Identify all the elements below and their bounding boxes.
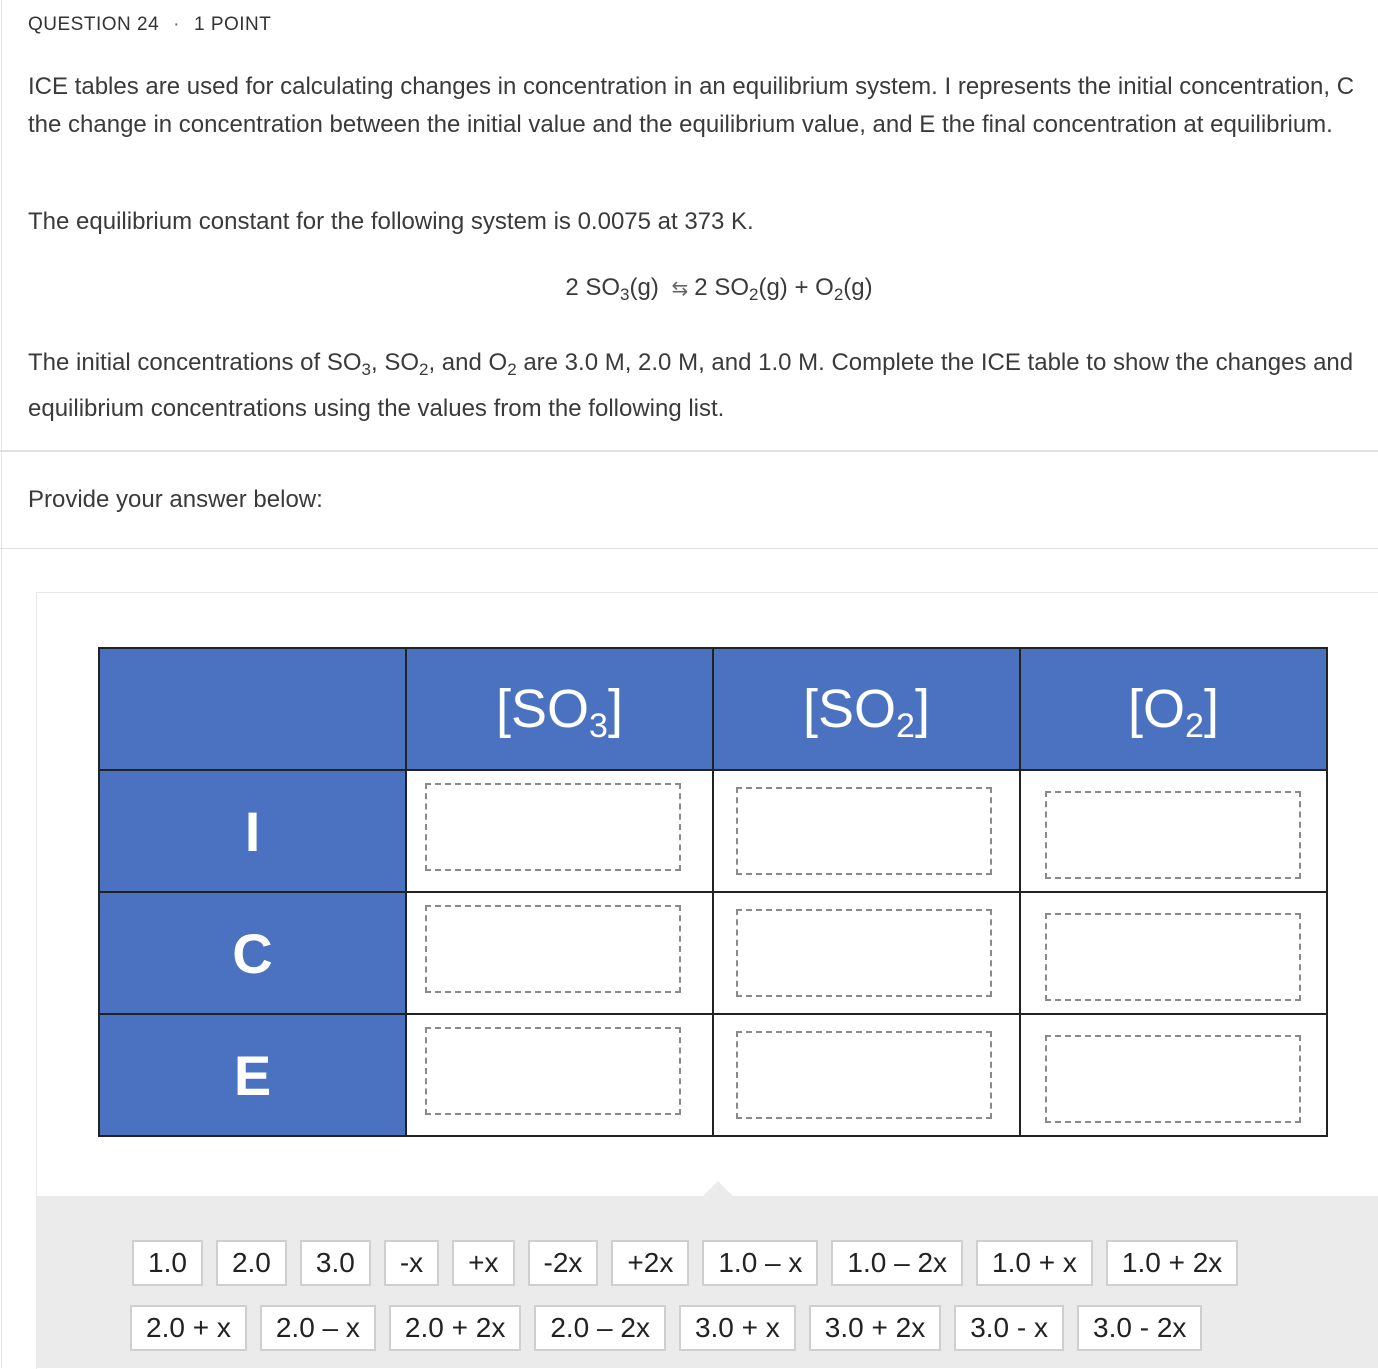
answer-tile[interactable]: 3.0 + x [679,1305,796,1351]
ice-cell [406,892,713,1014]
left-rule [1,0,2,1368]
col-so3-sub: 3 [589,707,608,745]
ice-corner-cell [99,648,406,770]
question-number: QUESTION 24 [28,14,160,35]
equilibrium-arrow-icon: ⇆ [671,278,689,300]
answer-tile[interactable]: +x [452,1240,514,1286]
reaction-equation [0,274,1378,302]
drop-zone-e-so3[interactable] [425,1027,681,1115]
answer-label: Provide your answer below: [28,486,323,513]
p3-part1: The initial concentrations of SO [28,349,362,376]
answer-tile[interactable]: 3.0 - 2x [1077,1305,1202,1351]
col-header-o2 [1020,648,1327,770]
answer-tile[interactable]: -x [384,1240,439,1286]
ice-cell [406,770,713,892]
answer-tile[interactable]: 2.0 + x [130,1305,247,1351]
drop-zone-e-o2[interactable] [1045,1035,1301,1123]
answer-tile[interactable]: 3.0 [300,1240,371,1286]
answer-tile[interactable]: 2.0 – x [260,1305,376,1351]
ice-table [98,647,1328,1137]
ice-cell [713,892,1020,1014]
row-header-c: C [99,892,406,1014]
ice-row-change [99,892,1327,1014]
prompt-paragraph-1: ICE tables are used for calculating changes in concentration in an equilibrium system. I represents the initial concentration, C the change in concentration between the initial value and the equilibrium value, and E the final concentration at equilibrium. [28,73,1355,138]
question-points: 1 POINT [193,14,272,35]
p3-sub3: 2 [507,360,517,379]
answer-tile[interactable]: 2.0 + 2x [389,1305,521,1351]
ice-cell [406,1014,713,1136]
col-header-so2 [713,648,1020,770]
answer-tile[interactable]: 1.0 – 2x [831,1240,963,1286]
ice-row-initial [99,770,1327,892]
answer-tile[interactable]: 1.0 [132,1240,203,1286]
drop-zone-e-so2[interactable] [736,1031,992,1119]
eq-left-coef: 2 SO [565,274,621,301]
ice-row-equilibrium [99,1014,1327,1136]
col-so2-sub: 2 [896,707,915,745]
eq-right2-state: (g) [843,274,873,301]
question-header [28,14,271,36]
p3-part4: are 3.0 M, 2.0 M, and 1.0 M. Complete the ICE table to show the changes and equilibrium concentrations using the values from the following list. [28,349,1354,422]
tile-row-2 [130,1305,1202,1351]
drop-zone-c-o2[interactable] [1045,913,1301,1001]
col-o2-open: [O [1128,679,1186,739]
eq-left-sub: 3 [620,285,630,304]
eq-left-state: (g) [629,274,659,301]
answer-tile[interactable]: 1.0 – x [702,1240,818,1286]
ice-header-row [99,648,1327,770]
answer-tile[interactable]: 2.0 – 2x [534,1305,666,1351]
drop-zone-i-o2[interactable] [1045,791,1301,879]
ice-cell [713,770,1020,892]
p3-sub2: 2 [419,360,429,379]
drop-zone-i-so2[interactable] [736,787,992,875]
answer-tile[interactable]: +2x [611,1240,689,1286]
p3-part2: , SO [370,349,419,376]
eq-right1-coef: 2 SO [694,274,749,301]
col-header-so3 [406,648,713,770]
prompt-paragraph-2: The equilibrium constant for the following system is 0.0075 at 373 K. [28,208,754,235]
eq-right2-sub: 2 [833,285,844,304]
col-so2-close: ] [914,679,930,739]
question-prompt [28,68,1363,144]
row-header-e: E [99,1014,406,1136]
answer-tile[interactable]: 3.0 + 2x [809,1305,941,1351]
ice-cell [713,1014,1020,1136]
col-o2-sub: 2 [1185,707,1204,745]
ice-cell [1020,892,1327,1014]
row-header-i: I [99,770,406,892]
eq-right1-sub: 2 [749,285,759,304]
drop-zone-c-so2[interactable] [736,909,992,997]
answer-tile[interactable]: 2.0 [216,1240,287,1286]
drop-zone-c-so3[interactable] [425,905,681,993]
answer-tile[interactable]: -2x [528,1240,599,1286]
answer-tile[interactable]: 1.0 + x [976,1240,1093,1286]
answer-tile[interactable]: 1.0 + 2x [1106,1240,1238,1286]
ice-cell [1020,1014,1327,1136]
eq-right1-state: (g) + O [758,274,834,301]
col-so2-open: [SO [803,679,897,739]
tray-pointer-icon [702,1181,734,1197]
tile-row-1 [132,1240,1238,1286]
answer-tile[interactable]: 3.0 - x [954,1305,1064,1351]
prompt-paragraph-3 [28,340,1358,432]
divider [0,548,1378,549]
col-so3-close: ] [607,679,623,739]
p3-sub1: 3 [361,360,371,379]
col-so3-open: [SO [496,679,590,739]
drop-zone-i-so3[interactable] [425,783,681,871]
divider [0,450,1378,452]
ice-cell [1020,770,1327,892]
col-o2-close: ] [1203,679,1219,739]
p3-part3: , and O [428,349,508,376]
header-separator: · [173,14,180,35]
